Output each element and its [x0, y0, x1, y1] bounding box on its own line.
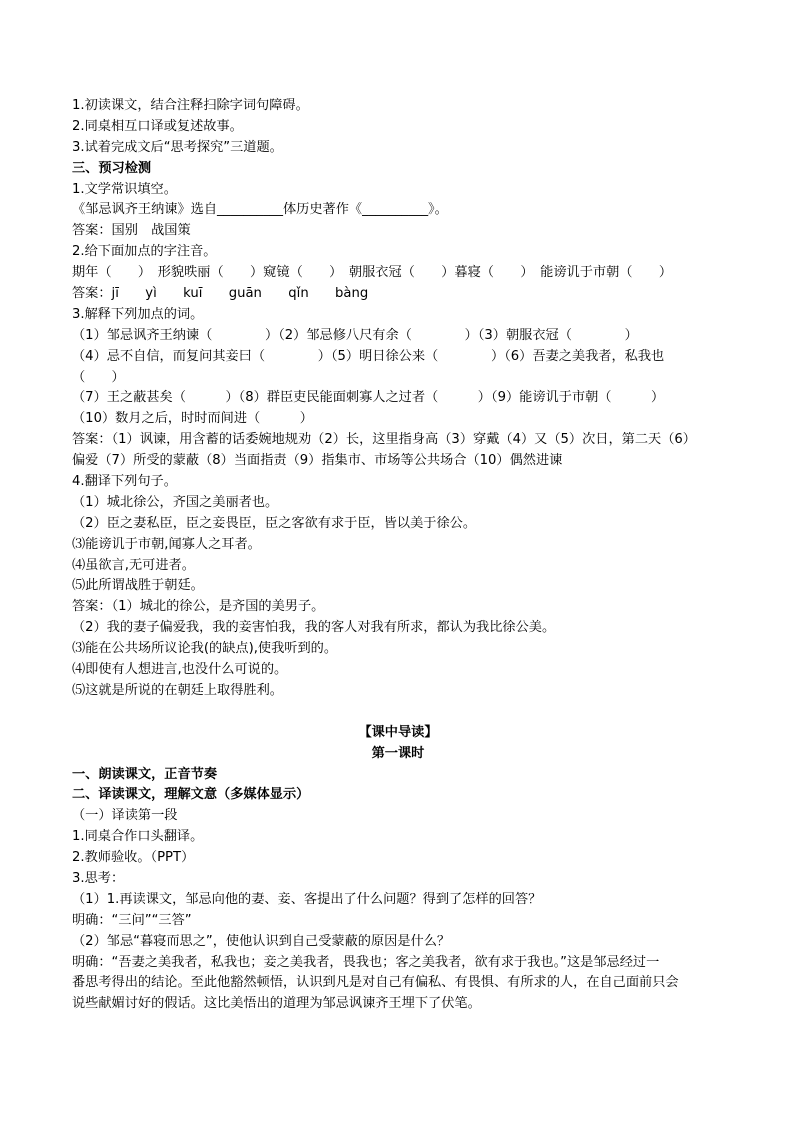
section-heading-preview-check: 三、预习检测 — [72, 160, 152, 176]
step-item: 3.思考： — [72, 870, 125, 886]
question-4-item: （1）城北徐公，齐国之美丽者也。 — [72, 494, 279, 510]
step-item: 1.同桌合作口头翻译。 — [72, 829, 204, 845]
question-2-answer: 答案：jī yì kuī guān qǐn bàng — [72, 286, 369, 302]
think-answer-2-cont: 说些献媚讨好的假话。这比美悟出的道理为邹忌讽谏齐王埋下了伏笔。 — [72, 996, 481, 1012]
question-4-title: 4.翻译下列句子。 — [72, 474, 177, 490]
question-3-item-line: （ ） — [72, 369, 125, 385]
think-answer-1: 明确：“三问”“三答” — [72, 912, 192, 928]
question-2-title: 2.给下面加点的字注音。 — [72, 244, 217, 260]
question-4-item: ⑸此所谓战胜于朝廷。 — [72, 578, 204, 594]
section-title-in-class: 【课中导读】 — [358, 724, 438, 740]
question-1-body: 《邹忌讽齐王纳谏》选自__________体历史著作《__________》。 — [72, 202, 448, 218]
question-4-answer-item: ⑶能在公共场所议论我(的缺点),使我听到的。 — [72, 641, 338, 657]
question-1-title: 1.文学常识填空。 — [72, 181, 177, 197]
think-question-2: （2）邹忌“暮寝而思之”，使他认识到自己受蒙蔽的原因是什么？ — [72, 933, 451, 949]
question-3-item-line: （1）邹忌讽齐王纳谏（ ）（2）邹忌修八尺有余（ ）（3）朝服衣冠（ ） — [72, 327, 638, 343]
question-2-body: 期年（ ） 形貌昳丽（ ）窥镜（ ） 朝服衣冠（ ）暮寝（ ） 能谤讥于市朝（ ） — [72, 265, 673, 281]
question-3-item-line: （7）王之蔽甚矣（ ）（8）群臣吏民能面刺寡人之过者（ ）（9）能谤讥于市朝（ ） — [72, 390, 665, 406]
question-3-answer-cont: 偏爱（7）所受的蒙蔽（8）当面指责（9）指集市、市场等公共场合（10）偶然进谏 — [72, 453, 563, 469]
blank-line — [72, 702, 724, 723]
think-answer-2: 明确：“吾妻之美我者，私我也；妾之美我者，畏我也；客之美我者，欲有求于我也。”这是邹忌经过一 — [72, 954, 660, 970]
question-4-answer-item: （2）我的妻子偏爱我，我的妾害怕我，我的客人对我有所求，都认为我比徐公美。 — [72, 620, 556, 636]
question-4-answer-item: ⑸这就是所说的在朝廷上取得胜利。 — [72, 682, 283, 698]
question-4-answer-item: ⑷即使有人想进言,也没什么可说的。 — [72, 662, 288, 678]
question-3-title: 3.解释下列加点的词。 — [72, 306, 204, 322]
preview-task-3: 3.试着完成文后“思考探究”三道题。 — [72, 139, 283, 155]
subsection-heading: （一）译读第一段 — [72, 808, 178, 824]
step-item: 2.教师验收。（PPT） — [72, 850, 195, 866]
question-4-item: ⑶能谤讥于市朝,闻寡人之耳者。 — [72, 536, 261, 552]
question-1-answer: 答案：国别 战国策 — [72, 223, 191, 239]
step-heading-1: 一、朗读课文，正音节奏 — [72, 766, 218, 782]
preview-task-1: 1.初读课文，结合注释扫除字词句障碍。 — [72, 98, 309, 113]
lesson-period-title: 第一课时 — [371, 745, 425, 761]
question-4-item: （2）臣之妻私臣，臣之妾畏臣，臣之客欲有求于臣，皆以美于徐公。 — [72, 515, 477, 531]
question-3-answer: 答案：（1）讽谏，用含蓄的话委婉地规劝（2）长，这里指身高（3）穿戴（4）又（5）次日，第二天（6） — [72, 432, 696, 448]
step-heading-2: 二、译读课文，理解文意（多媒体显示） — [72, 787, 310, 803]
question-3-item-line: （10）数月之后，时时而间进（ ） — [72, 411, 313, 427]
preview-task-2: 2.同桌相互口译或复述故事。 — [72, 118, 243, 134]
document-page — [72, 96, 724, 1015]
question-3-item-line: （4）忌不自信，而复问其妾曰（ ）（5）明日徐公来（ ）（6）吾妻之美我者，私我也 — [72, 348, 665, 364]
question-4-item: ⑷虽欲言,无可进者。 — [72, 557, 195, 573]
think-question-1: （1）1.再读课文，邹忌向他的妻、妾、客提出了什么问题？得到了怎样的回答？ — [72, 891, 542, 907]
question-4-answer: 答案：（1）城北的徐公，是齐国的美男子。 — [72, 599, 325, 615]
think-answer-2-cont: 番思考得出的结论。至此他豁然顿悟，认识到凡是对自己有偏私、有畏惧、有所求的人，在自己面前只会 — [72, 975, 679, 991]
